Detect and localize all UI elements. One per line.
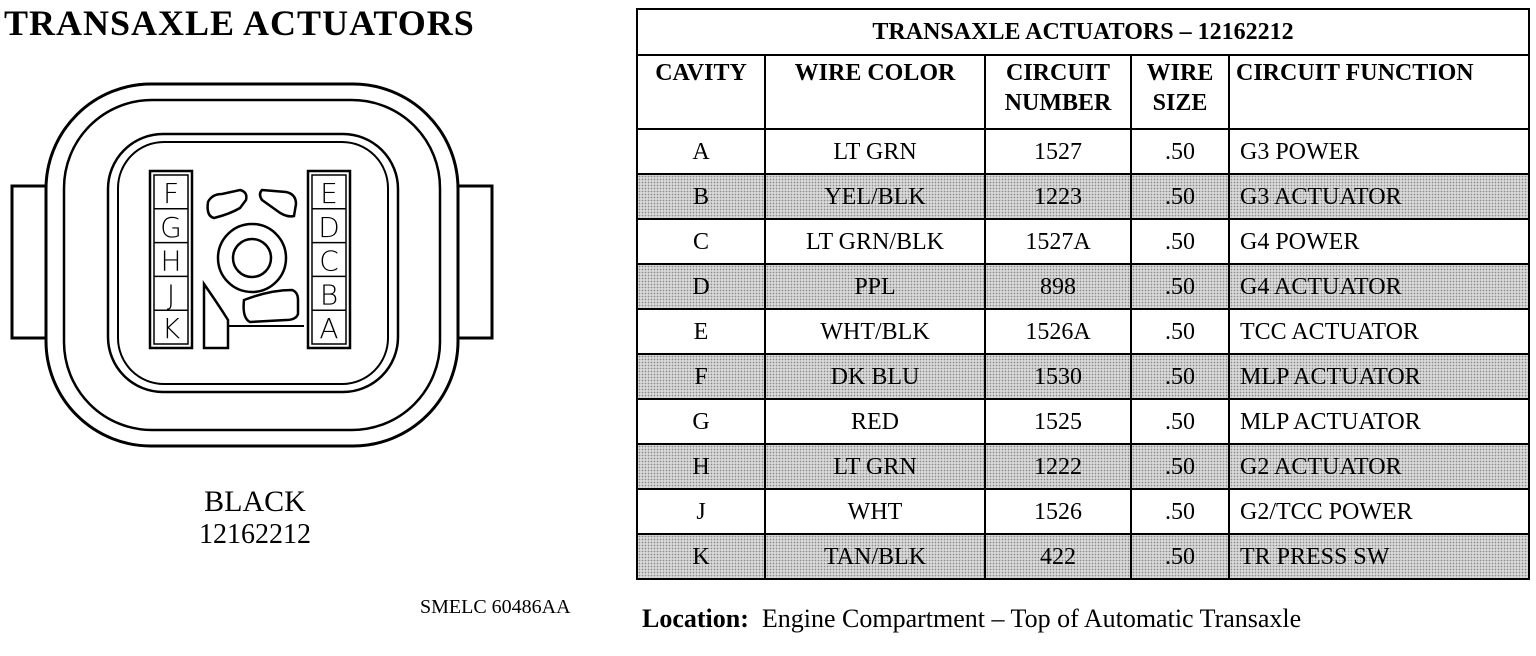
cell-wire-color: PPL (765, 264, 985, 309)
connector-color: BLACK (204, 485, 306, 518)
table-row (637, 219, 1529, 264)
cell-wire-color: LT GRN/BLK (765, 219, 985, 264)
cell-wire-color: LT GRN (765, 129, 985, 174)
table-title: TRANSAXLE ACTUATORS – 12162212 (637, 9, 1529, 55)
cell-wire-color: DK BLU (765, 354, 985, 399)
figure-id: SMELC 60486AA (420, 596, 571, 618)
page-title: TRANSAXLE ACTUATORS (4, 3, 475, 43)
cell-circuit-function: TR PRESS SW (1229, 534, 1529, 579)
cell-circuit-number: 1527 (985, 129, 1131, 174)
cell-circuit-number: 1223 (985, 174, 1131, 219)
cell-wire-size: .50 (1131, 174, 1229, 219)
connector-face-diagram (0, 78, 520, 478)
cell-circuit-function: MLP ACTUATOR (1229, 354, 1529, 399)
cell-cavity: E (637, 309, 765, 354)
right-cavity-label: E (320, 177, 338, 210)
cell-circuit-function: G3 ACTUATOR (1229, 174, 1529, 219)
cell-wire-size: .50 (1131, 264, 1229, 309)
table-row (637, 399, 1529, 444)
header-cavity: CAVITY (637, 55, 765, 129)
right-cavity-label: C (319, 244, 339, 278)
table-row (637, 444, 1529, 489)
pinout-table (636, 8, 1530, 580)
right-cavity-labels (318, 177, 340, 345)
cell-cavity: H (637, 444, 765, 489)
cell-wire-color: RED (765, 399, 985, 444)
table-row (637, 264, 1529, 309)
location-note (642, 604, 1301, 634)
cell-circuit-number: 1527A (985, 219, 1131, 264)
cell-circuit-number: 898 (985, 264, 1131, 309)
left-cavity-label: H (160, 244, 182, 278)
cell-cavity: J (637, 489, 765, 534)
cell-circuit-number: 1530 (985, 354, 1131, 399)
cell-wire-size: .50 (1131, 489, 1229, 534)
cell-circuit-function: G3 POWER (1229, 129, 1529, 174)
cell-wire-size: .50 (1131, 354, 1229, 399)
cell-wire-size: .50 (1131, 444, 1229, 489)
table-row (637, 129, 1529, 174)
table-row (637, 534, 1529, 579)
cell-wire-color: TAN/BLK (765, 534, 985, 579)
left-cavity-labels (160, 177, 182, 345)
left-cavity-label: F (162, 177, 180, 210)
cell-circuit-number: 422 (985, 534, 1131, 579)
header-wire-size: WIRE SIZE (1131, 55, 1229, 129)
cell-circuit-function: G2/TCC POWER (1229, 489, 1529, 534)
cell-circuit-number: 1525 (985, 399, 1131, 444)
table-row (637, 174, 1529, 219)
header-circuit-number: CIRCUIT NUMBER (985, 55, 1131, 129)
cell-cavity: C (637, 219, 765, 264)
table-row (637, 489, 1529, 534)
cell-circuit-number: 1526A (985, 309, 1131, 354)
cell-circuit-function: G2 ACTUATOR (1229, 444, 1529, 489)
table-row (637, 354, 1529, 399)
left-cavity-label: G (160, 210, 182, 244)
cell-circuit-function: TCC ACTUATOR (1229, 309, 1529, 354)
right-cavity-label: D (318, 210, 340, 244)
cell-wire-size: .50 (1131, 309, 1229, 354)
cell-wire-size: .50 (1131, 129, 1229, 174)
left-cavity-label: K (161, 312, 181, 346)
cell-wire-color: WHT (765, 489, 985, 534)
table-header-row (637, 55, 1529, 129)
cell-cavity: B (637, 174, 765, 219)
cell-wire-color: WHT/BLK (765, 309, 985, 354)
cell-wire-color: LT GRN (765, 444, 985, 489)
table-row (637, 309, 1529, 354)
cell-cavity: A (637, 129, 765, 174)
connector-part-number: 12162212 (199, 519, 311, 550)
cell-circuit-number: 1526 (985, 489, 1131, 534)
cell-circuit-function: G4 POWER (1229, 219, 1529, 264)
location-label: Location: (642, 604, 749, 633)
left-cavity-label: J (166, 278, 176, 312)
cell-cavity: G (637, 399, 765, 444)
cell-circuit-function: G4 ACTUATOR (1229, 264, 1529, 309)
cell-wire-size: .50 (1131, 219, 1229, 264)
cell-wire-size: .50 (1131, 534, 1229, 579)
right-cavity-label: B (319, 278, 339, 312)
header-wire-color: WIRE COLOR (765, 55, 985, 129)
cell-circuit-number: 1222 (985, 444, 1131, 489)
cell-wire-size: .50 (1131, 399, 1229, 444)
cell-cavity: F (637, 354, 765, 399)
cell-wire-color: YEL/BLK (765, 174, 985, 219)
cell-cavity: K (637, 534, 765, 579)
right-cavity-label: A (319, 312, 339, 346)
cell-circuit-function: MLP ACTUATOR (1229, 399, 1529, 444)
cell-cavity: D (637, 264, 765, 309)
location-text: Engine Compartment – Top of Automatic Transaxle (761, 604, 1302, 633)
header-circuit-function: CIRCUIT FUNCTION (1229, 55, 1529, 129)
